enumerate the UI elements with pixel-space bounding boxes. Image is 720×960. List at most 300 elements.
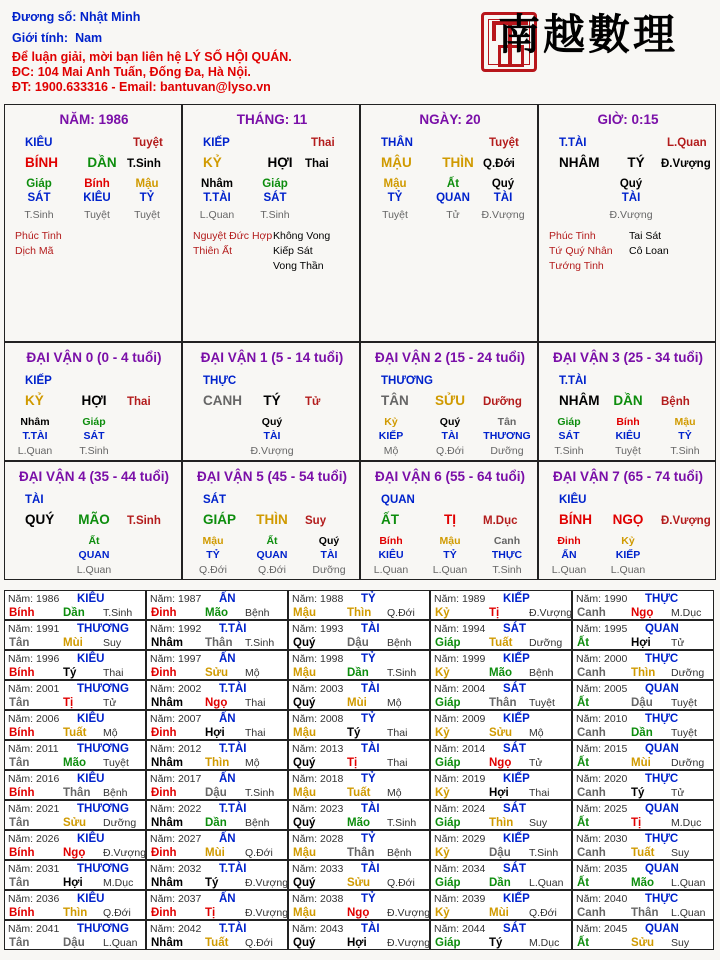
year-label: Năm: 2044 bbox=[434, 923, 486, 935]
year-label: Năm: 2018 bbox=[292, 773, 344, 785]
year-branch: Mùi bbox=[347, 697, 367, 709]
year-stage: Thai bbox=[245, 697, 266, 709]
brand-logo-text: 南越數理 bbox=[498, 10, 679, 59]
pillar-branch: HỢI bbox=[267, 155, 293, 170]
year-label: Năm: 2032 bbox=[150, 863, 202, 875]
year-branch: Tý bbox=[63, 667, 77, 679]
luck-stage: Suy bbox=[305, 515, 327, 527]
year-ten-god: T.TÀI bbox=[219, 863, 247, 875]
year-stage: Mộ bbox=[245, 667, 260, 679]
year-stem: Mậu bbox=[293, 787, 316, 799]
year-cell bbox=[4, 620, 146, 650]
year-ten-god: TÀI bbox=[361, 923, 380, 935]
year-branch: Tuất bbox=[489, 637, 513, 649]
year-label: Năm: 2004 bbox=[434, 683, 486, 695]
year-label: Năm: 2034 bbox=[434, 863, 486, 875]
year-cell bbox=[146, 830, 288, 860]
year-branch: Sửu bbox=[205, 667, 229, 679]
year-cell bbox=[288, 800, 430, 830]
year-stem: Đinh bbox=[151, 907, 177, 919]
luck-title: ĐẠI VẬN 7 (65 - 74 tuổi) bbox=[552, 469, 704, 484]
year-cell bbox=[572, 620, 714, 650]
pillar-0 bbox=[4, 104, 182, 342]
year-stem: Mậu bbox=[293, 727, 316, 739]
year-branch: Sửu bbox=[347, 877, 371, 889]
year-label: Năm: 1992 bbox=[150, 623, 202, 635]
luck-hidden-stem: Giáp bbox=[557, 416, 581, 428]
contact-phone-email: ĐT: 1900.633316 - Email: bantuvan@lyso.vn bbox=[12, 80, 271, 94]
luck-stem: ẤT bbox=[381, 512, 399, 527]
year-ten-god: ẤN bbox=[219, 713, 236, 725]
year-branch: Hợi bbox=[631, 637, 651, 649]
year-branch: Thân bbox=[631, 907, 659, 919]
year-stage: Đ.Vượng bbox=[387, 907, 431, 919]
year-ten-god: QUAN bbox=[645, 803, 679, 815]
year-ten-god: ẤN bbox=[219, 893, 236, 905]
year-ten-god: SÁT bbox=[503, 863, 526, 875]
year-branch: Tuất bbox=[205, 937, 229, 949]
year-stem: Nhâm bbox=[151, 697, 183, 709]
year-stage: Q.Đới bbox=[245, 937, 273, 949]
pillar-hidden-stem: Bính bbox=[84, 178, 110, 190]
luck-hidden-stage: T.Sinh bbox=[554, 445, 584, 457]
year-label: Năm: 2024 bbox=[434, 803, 486, 815]
year-stage: Mộ bbox=[529, 727, 544, 739]
year-cell bbox=[572, 770, 714, 800]
year-cell bbox=[146, 740, 288, 770]
year-cell bbox=[430, 650, 572, 680]
pillar-title: NĂM: 1986 bbox=[59, 112, 129, 127]
contact-intro: Để luận giải, mời bạn liên hệ LÝ SỐ HỘI QUÁN. bbox=[12, 50, 292, 64]
luck-hidden-stem: Quý bbox=[439, 416, 461, 428]
year-branch: Mão bbox=[63, 757, 86, 769]
year-cell bbox=[430, 890, 572, 920]
year-cell bbox=[572, 800, 714, 830]
year-label: Năm: 2025 bbox=[576, 803, 628, 815]
year-branch: Ngọ bbox=[347, 907, 370, 919]
year-stage: Thai bbox=[529, 787, 550, 799]
year-cell bbox=[4, 590, 146, 620]
pillar-stem: KỶ bbox=[203, 155, 222, 170]
year-cell bbox=[572, 680, 714, 710]
year-ten-god: TÀI bbox=[361, 623, 380, 635]
year-stem: Giáp bbox=[435, 697, 461, 709]
pillar-hidden-stage: Tuyệt bbox=[84, 209, 110, 221]
luck-hidden-stage: T.Sinh bbox=[492, 564, 522, 576]
year-stem: Canh bbox=[577, 607, 606, 619]
year-label: Năm: 2038 bbox=[292, 893, 344, 905]
year-stem: Mậu bbox=[293, 907, 316, 919]
year-label: Năm: 1988 bbox=[292, 593, 344, 605]
year-ten-god: ẤN bbox=[219, 653, 236, 665]
luck-stage: T.Sinh bbox=[127, 515, 161, 527]
year-stage: Bệnh bbox=[103, 787, 128, 799]
year-ten-god: KIÊU bbox=[77, 593, 105, 605]
luck-hidden-god: THỰC bbox=[491, 549, 523, 561]
luck-period-7 bbox=[538, 461, 716, 580]
year-branch: Thìn bbox=[631, 667, 656, 679]
luck-hidden-god: SÁT bbox=[83, 430, 105, 442]
year-stage: L.Quan bbox=[103, 937, 138, 949]
year-cell bbox=[288, 920, 430, 950]
year-branch: Hợi bbox=[205, 727, 225, 739]
pillar-stem: NHÂM bbox=[559, 155, 600, 170]
luck-period-5 bbox=[182, 461, 360, 580]
year-ten-god: THỰC bbox=[645, 713, 679, 725]
luck-stem: KỶ bbox=[25, 393, 44, 408]
pillar-hidden-stage: Tuyệt bbox=[134, 209, 160, 221]
year-ten-god: QUAN bbox=[645, 683, 679, 695]
year-ten-god: QUAN bbox=[645, 743, 679, 755]
pillar-hidden-god: SÁT bbox=[263, 192, 287, 204]
year-ten-god: SÁT bbox=[503, 623, 526, 635]
pillar-stage: Đ.Vượng bbox=[661, 158, 711, 170]
year-stage: Suy bbox=[529, 817, 548, 829]
year-ten-god: TÀI bbox=[361, 863, 380, 875]
year-cell bbox=[288, 590, 430, 620]
year-stem: Bính bbox=[9, 787, 35, 799]
year-branch: Dậu bbox=[489, 847, 511, 859]
year-ten-god: TÀI bbox=[361, 683, 380, 695]
year-cell bbox=[288, 830, 430, 860]
year-label: Năm: 2035 bbox=[576, 863, 628, 875]
luck-stage: Đ.Vượng bbox=[661, 515, 711, 527]
luck-period-4 bbox=[4, 461, 182, 580]
year-cell bbox=[4, 920, 146, 950]
luck-title: ĐẠI VẬN 2 (15 - 24 tuổi) bbox=[374, 350, 526, 365]
year-ten-god: KIẾP bbox=[503, 893, 530, 905]
year-cell bbox=[572, 710, 714, 740]
contact-address: ĐC: 104 Mai Anh Tuấn, Đống Đa, Hà Nội. bbox=[12, 65, 251, 79]
year-ten-god: TÀI bbox=[361, 803, 380, 815]
year-cell bbox=[146, 650, 288, 680]
year-stage: Q.Đới bbox=[387, 877, 415, 889]
year-stem: Kỷ bbox=[435, 907, 450, 919]
year-stage: Đ.Vượng bbox=[245, 907, 289, 919]
year-ten-god: KIẾP bbox=[503, 653, 530, 665]
year-stage: Suy bbox=[103, 637, 122, 649]
luck-hidden-stem: Canh bbox=[493, 535, 521, 547]
year-cell bbox=[430, 830, 572, 860]
year-label: Năm: 2014 bbox=[434, 743, 486, 755]
year-stem: Giáp bbox=[435, 637, 461, 649]
year-stem: Ất bbox=[577, 637, 590, 649]
luck-title: ĐẠI VẬN 1 (5 - 14 tuổi) bbox=[200, 350, 344, 365]
luck-ten-god: SÁT bbox=[203, 494, 226, 506]
pillar-ten-god: THÂN bbox=[381, 137, 413, 149]
year-branch: Mùi bbox=[205, 847, 225, 859]
pillar-hidden-stage: Tuyệt bbox=[382, 209, 408, 221]
pillar-hidden-stem: Mậu bbox=[383, 178, 407, 190]
year-stem: Nhâm bbox=[151, 757, 183, 769]
pillar-hidden-stage: Đ.Vượng bbox=[609, 209, 653, 221]
year-stage: L.Quan bbox=[671, 877, 706, 889]
year-cell bbox=[572, 920, 714, 950]
luck-ten-god: TÀI bbox=[25, 494, 44, 506]
year-branch: Hợi bbox=[489, 787, 509, 799]
year-stem: Quý bbox=[293, 937, 316, 949]
year-ten-god: TỶ bbox=[361, 713, 376, 725]
year-stem: Bính bbox=[9, 607, 35, 619]
year-ten-god: T.TÀI bbox=[219, 623, 247, 635]
year-stem: Quý bbox=[293, 877, 316, 889]
year-ten-god: KIÊU bbox=[77, 833, 105, 845]
year-stem: Canh bbox=[577, 667, 606, 679]
year-stage: Suy bbox=[671, 937, 690, 949]
year-label: Năm: 2041 bbox=[8, 923, 60, 935]
year-label: Năm: 2026 bbox=[8, 833, 60, 845]
luck-stage: Thai bbox=[127, 396, 151, 408]
pillar-branch: DẦN bbox=[87, 155, 117, 170]
luck-hidden-stem: Ất bbox=[266, 535, 278, 547]
year-label: Năm: 2019 bbox=[434, 773, 486, 785]
year-cell bbox=[146, 710, 288, 740]
luck-title: ĐẠI VẬN 3 (25 - 34 tuổi) bbox=[552, 350, 704, 365]
luck-hidden-god: KIÊU bbox=[615, 430, 641, 442]
year-cell bbox=[430, 710, 572, 740]
year-branch: Ngọ bbox=[631, 607, 654, 619]
pillar-hidden-stage: Đ.Vượng bbox=[481, 209, 525, 221]
pillar-hidden-god: T.TÀI bbox=[203, 192, 231, 204]
year-cell bbox=[288, 890, 430, 920]
luck-period-3 bbox=[538, 342, 716, 461]
year-ten-god: THƯƠNG bbox=[77, 683, 129, 695]
year-stage: L.Quan bbox=[671, 907, 706, 919]
year-ten-god: TỶ bbox=[361, 593, 376, 605]
luck-hidden-stem: Quý bbox=[261, 416, 283, 428]
year-label: Năm: 1996 bbox=[8, 653, 60, 665]
year-cell bbox=[572, 590, 714, 620]
year-stem: Bính bbox=[9, 667, 35, 679]
luck-hidden-god: TỶ bbox=[443, 549, 457, 561]
year-ten-god: KIÊU bbox=[77, 893, 105, 905]
year-stage: Q.Đới bbox=[103, 907, 131, 919]
pillar-phase: Thai bbox=[311, 137, 335, 149]
year-cell bbox=[572, 740, 714, 770]
year-ten-god: KIẾP bbox=[503, 773, 530, 785]
pillar-stem: MẬU bbox=[381, 155, 412, 170]
year-stage: Tử bbox=[671, 637, 685, 649]
year-branch: Ngọ bbox=[63, 847, 86, 859]
year-stage: Tuyệt bbox=[671, 727, 697, 739]
year-cell bbox=[146, 620, 288, 650]
year-stem: Tân bbox=[9, 637, 30, 649]
year-branch: Dậu bbox=[63, 937, 85, 949]
year-ten-god: TÀI bbox=[361, 743, 380, 755]
year-branch: Dần bbox=[347, 667, 369, 679]
luck-title: ĐẠI VẬN 5 (45 - 54 tuổi) bbox=[196, 469, 348, 484]
year-cell bbox=[146, 800, 288, 830]
year-branch: Thìn bbox=[489, 817, 514, 829]
luck-hidden-stem: Bính bbox=[379, 535, 403, 547]
pillar-phase: Tuyệt bbox=[489, 137, 519, 149]
year-branch: Mùi bbox=[631, 757, 651, 769]
pillar-hidden-stem: Ất bbox=[446, 178, 460, 190]
luck-hidden-stage: L.Quan bbox=[432, 564, 468, 576]
pillar-hidden-stem: Giáp bbox=[262, 178, 288, 190]
year-branch: Thân bbox=[205, 637, 233, 649]
luck-hidden-stem: Kỷ bbox=[621, 535, 635, 547]
luck-title: ĐẠI VẬN 0 (0 - 4 tuổi) bbox=[26, 350, 162, 365]
year-label: Năm: 2029 bbox=[434, 833, 486, 845]
year-label: Năm: 1997 bbox=[150, 653, 202, 665]
year-label: Năm: 2042 bbox=[150, 923, 202, 935]
year-label: Năm: 2045 bbox=[576, 923, 628, 935]
pillar-hidden-god: TỶ bbox=[139, 192, 155, 204]
year-label: Năm: 2027 bbox=[150, 833, 202, 845]
pillar-star: Tai Sát bbox=[629, 230, 662, 242]
year-branch: Dần bbox=[205, 817, 227, 829]
year-cell bbox=[288, 770, 430, 800]
luck-hidden-stage: Q.Đới bbox=[258, 564, 286, 576]
year-ten-god: THƯƠNG bbox=[77, 923, 129, 935]
year-ten-god: KIẾP bbox=[503, 713, 530, 725]
year-label: Năm: 2020 bbox=[576, 773, 628, 785]
luck-hidden-stage: T.Sinh bbox=[670, 445, 700, 457]
year-ten-god: ẤN bbox=[219, 593, 236, 605]
year-stage: Thai bbox=[103, 667, 124, 679]
year-stem: Ất bbox=[577, 937, 590, 949]
year-branch: Dần bbox=[631, 727, 653, 739]
luck-hidden-god: KIẾP bbox=[378, 430, 404, 442]
luck-ten-god: THỰC bbox=[203, 375, 237, 387]
year-branch: Mão bbox=[347, 817, 370, 829]
year-cell bbox=[288, 860, 430, 890]
year-branch: Dậu bbox=[205, 787, 227, 799]
year-stage: M.Dục bbox=[671, 607, 702, 619]
luck-hidden-god: TỶ bbox=[678, 430, 692, 442]
year-stem: Quý bbox=[293, 637, 316, 649]
year-stem: Canh bbox=[577, 727, 606, 739]
year-cell bbox=[430, 920, 572, 950]
luck-hidden-god: SÁT bbox=[558, 430, 580, 442]
year-branch: Mùi bbox=[489, 907, 509, 919]
pillar-hidden-god: SÁT bbox=[27, 192, 51, 204]
year-label: Năm: 2017 bbox=[150, 773, 202, 785]
year-ten-god: THỰC bbox=[645, 773, 679, 785]
year-cell bbox=[4, 740, 146, 770]
luck-hidden-god: QUAN bbox=[256, 549, 288, 561]
year-stage: Mộ bbox=[387, 787, 402, 799]
luck-ten-god: THƯƠNG bbox=[381, 375, 433, 387]
luck-ten-god: KIẾP bbox=[25, 375, 52, 387]
owner-name: Đương số: Nhật Minh bbox=[12, 10, 141, 24]
year-stem: Mậu bbox=[293, 847, 316, 859]
year-stem: Ất bbox=[577, 757, 590, 769]
year-ten-god: SÁT bbox=[503, 743, 526, 755]
year-ten-god: KIẾP bbox=[503, 833, 530, 845]
luck-stage: Tử bbox=[305, 396, 321, 408]
luck-stem: QUÝ bbox=[25, 512, 55, 527]
year-branch: Dần bbox=[63, 607, 85, 619]
year-stem: Nhâm bbox=[151, 637, 183, 649]
year-branch: Thân bbox=[63, 787, 91, 799]
year-stage: Dưỡng bbox=[671, 757, 705, 769]
luck-branch: TÝ bbox=[263, 393, 281, 408]
year-cell bbox=[572, 650, 714, 680]
year-stage: T.Sinh bbox=[245, 637, 275, 649]
year-label: Năm: 2005 bbox=[576, 683, 628, 695]
luck-hidden-god: TÀI bbox=[320, 549, 338, 561]
year-ten-god: SÁT bbox=[503, 683, 526, 695]
year-stage: Đ.Vượng bbox=[245, 877, 289, 889]
year-ten-god: T.TÀI bbox=[219, 803, 247, 815]
year-cell bbox=[572, 860, 714, 890]
year-label: Năm: 2023 bbox=[292, 803, 344, 815]
luck-period-1 bbox=[182, 342, 360, 461]
pillar-1 bbox=[182, 104, 360, 342]
luck-branch: SỬU bbox=[435, 393, 465, 408]
pillar-star: Vong Thần bbox=[273, 260, 324, 272]
year-stage: Tuyệt bbox=[671, 697, 697, 709]
year-ten-god: ẤN bbox=[219, 833, 236, 845]
year-cell bbox=[4, 890, 146, 920]
year-stage: T.Sinh bbox=[103, 607, 133, 619]
luck-hidden-stage: L.Quan bbox=[17, 445, 53, 457]
year-label: Năm: 2039 bbox=[434, 893, 486, 905]
year-cell bbox=[430, 620, 572, 650]
year-branch: Tuất bbox=[347, 787, 371, 799]
year-label: Năm: 2011 bbox=[8, 743, 59, 755]
pillar-hidden-stage: Tử bbox=[446, 209, 460, 221]
year-stem: Kỷ bbox=[435, 607, 450, 619]
year-stage: Tuyệt bbox=[529, 697, 555, 709]
pillar-hidden-stage: L.Quan bbox=[199, 209, 235, 221]
year-branch: Dậu bbox=[631, 697, 653, 709]
year-ten-god: T.TÀI bbox=[219, 743, 247, 755]
year-ten-god: T.TÀI bbox=[219, 923, 247, 935]
luck-ten-god: T.TÀI bbox=[559, 375, 587, 387]
pillar-star: Phúc Tinh bbox=[15, 230, 62, 242]
luck-hidden-stage: Dưỡng bbox=[490, 445, 524, 457]
luck-hidden-god: TÀI bbox=[263, 430, 281, 442]
gender-value: Nam bbox=[75, 31, 103, 45]
year-stem: Giáp bbox=[435, 877, 461, 889]
year-stage: T.Sinh bbox=[387, 667, 417, 679]
year-branch: Tuất bbox=[63, 727, 87, 739]
year-label: Năm: 2016 bbox=[8, 773, 60, 785]
luck-branch: NGỌ bbox=[612, 512, 644, 527]
year-stage: Q.Đới bbox=[387, 607, 415, 619]
year-label: Năm: 2022 bbox=[150, 803, 202, 815]
year-stem: Nhâm bbox=[151, 937, 183, 949]
year-stem: Kỷ bbox=[435, 847, 450, 859]
luck-hidden-stage: Dưỡng bbox=[312, 564, 346, 576]
year-stage: Dưỡng bbox=[103, 817, 137, 829]
luck-hidden-god: KIÊU bbox=[378, 549, 404, 561]
year-stem: Ất bbox=[577, 817, 590, 829]
luck-hidden-stage: Q.Đới bbox=[199, 564, 227, 576]
year-branch: Thân bbox=[489, 697, 517, 709]
year-stage: Bệnh bbox=[245, 817, 270, 829]
year-stem: Mậu bbox=[293, 607, 316, 619]
year-label: Năm: 2036 bbox=[8, 893, 60, 905]
luck-stem: GIÁP bbox=[203, 512, 237, 527]
year-stem: Bính bbox=[9, 847, 35, 859]
luck-hidden-stem: Đinh bbox=[557, 535, 581, 547]
year-ten-god: TỶ bbox=[361, 893, 376, 905]
pillar-star: Thiên Ất bbox=[193, 245, 233, 257]
pillar-hidden-stem: Quý bbox=[491, 178, 515, 190]
year-branch: Tị bbox=[489, 607, 500, 619]
year-label: Năm: 2015 bbox=[576, 743, 628, 755]
year-branch: Ngọ bbox=[205, 697, 228, 709]
year-ten-god: THƯƠNG bbox=[77, 743, 129, 755]
year-stem: Ất bbox=[577, 697, 590, 709]
year-stem: Mậu bbox=[293, 667, 316, 679]
year-stage: Q.Đới bbox=[529, 907, 557, 919]
year-branch: Thìn bbox=[347, 607, 372, 619]
